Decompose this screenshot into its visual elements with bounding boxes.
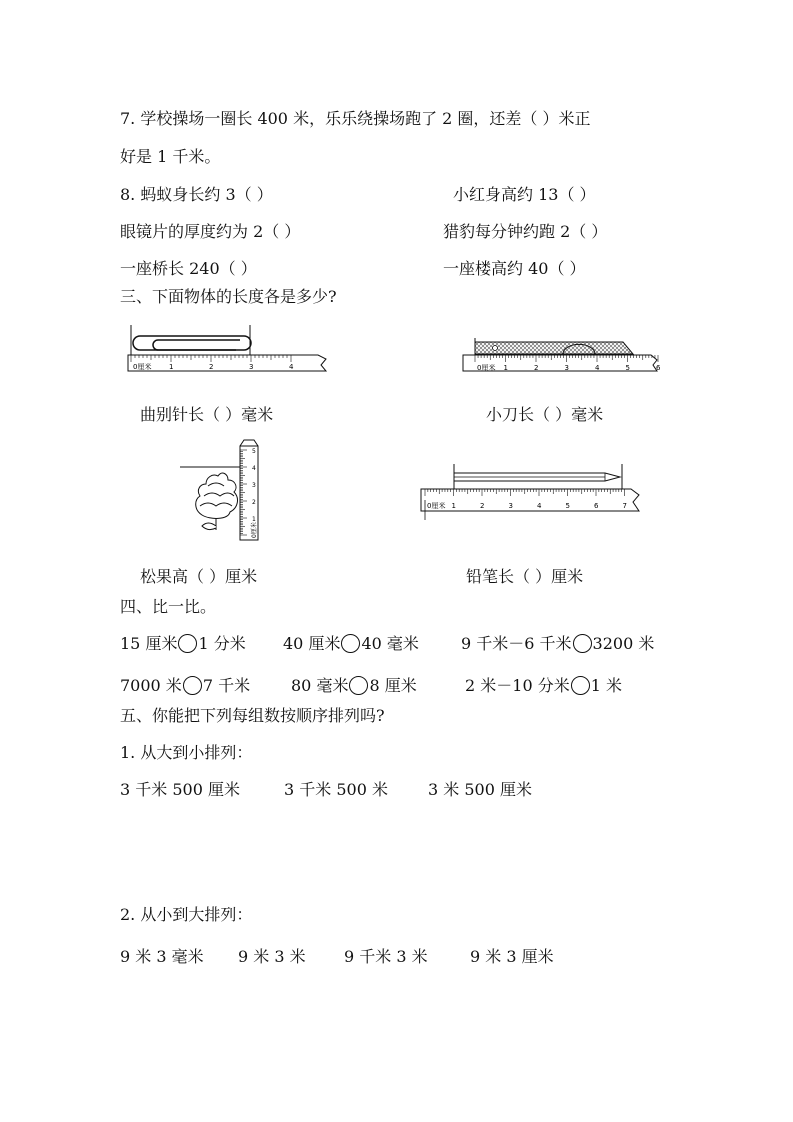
ruler2-tick-label: 6 <box>656 364 661 372</box>
ruler4-tick-label: 3 <box>508 502 513 510</box>
ruler3-tick-label: 2 <box>252 499 256 506</box>
compare-circle-6[interactable] <box>571 676 590 695</box>
ruler4-tick-label: 2 <box>480 502 485 510</box>
compare-circle-1[interactable] <box>178 634 197 653</box>
compare-row-2-item-1: 7000 米 7 千米 <box>120 676 251 695</box>
paperclip-caption: 曲别针长（ ）毫米 <box>140 405 274 424</box>
section-4-title: 四、比一比。 <box>120 597 217 616</box>
ruler4-tick-label: 5 <box>565 502 570 510</box>
ruler3-tick-label: 5 <box>252 448 256 455</box>
compare-circle-2[interactable] <box>341 634 360 653</box>
order-q2-item-3: 9 千米 3 米 <box>344 947 428 966</box>
question-8-xiaohong: 小红身高约 13（ ） <box>453 185 596 204</box>
compare-row-2-item-3: 2 米－10 分米 1 米 <box>465 676 622 695</box>
ruler1-tick-label: 4 <box>289 363 294 371</box>
section-3-title: 三、下面物体的长度各是多少? <box>120 287 337 306</box>
ruler3-tick-label: 4 <box>252 465 256 472</box>
paperclip-ruler-figure <box>128 325 338 383</box>
compare-row-2-item-2: 80 毫米 8 厘米 <box>291 676 417 695</box>
ruler1-tick-label: 1 <box>169 363 174 371</box>
ruler2-tick-label: 2 <box>534 364 539 372</box>
ruler2-tick-label: 1 <box>503 364 508 372</box>
order-q1-item-2: 3 千米 500 米 <box>284 780 388 799</box>
section-5-title: 五、你能把下列每组数按顺序排列吗? <box>120 706 385 725</box>
ruler2-tick-label: 5 <box>625 364 630 372</box>
knife-caption: 小刀长（ ）毫米 <box>486 405 604 424</box>
order-q2-item-4: 9 米 3 厘米 <box>470 947 554 966</box>
ruler2-tick-label: 3 <box>564 364 569 372</box>
question-8-glasses: 眼镜片的厚度约为 2（ ） <box>120 222 301 241</box>
ruler4-tick-label: 4 <box>537 502 542 510</box>
ruler4-tick-label: 7 <box>622 502 627 510</box>
ruler2-unit-label: 0厘米 <box>477 364 496 372</box>
compare-row-1-item-3: 9 千米－6 千米 3200 米 <box>461 634 655 653</box>
compare-circle-3[interactable] <box>573 634 592 653</box>
question-8-cheetah: 猎豹每分钟约跑 2（ ） <box>443 222 608 241</box>
ruler3-tick-label: 1 <box>252 516 256 523</box>
question-8-ant: 8. 蚂蚁身长约 3（ ） <box>120 185 273 204</box>
order-q2-item-1: 9 米 3 毫米 <box>120 947 204 966</box>
compare-row-1-item-2: 40 厘米 40 毫米 <box>283 634 419 653</box>
ruler4-tick-label: 6 <box>594 502 599 510</box>
compare-circle-5[interactable] <box>349 676 368 695</box>
ruler4-unit-label: 0厘米 <box>427 502 446 510</box>
order-q1-item-1: 3 千米 500 厘米 <box>120 780 240 799</box>
pencil-ruler-figure <box>421 464 651 526</box>
ruler3-tick-label: 3 <box>252 482 256 489</box>
compare-row-1-item-1: 15 厘米 1 分米 <box>120 634 246 653</box>
order-question-1-title: 1. 从大到小排列： <box>120 743 253 762</box>
question-8-building: 一座楼高约 40（ ） <box>443 259 586 278</box>
knife-ruler-figure <box>463 338 663 383</box>
ruler1-unit-label: 0厘米 <box>133 363 152 371</box>
question-8-bridge: 一座桥长 240（ ） <box>120 259 257 278</box>
compare-circle-4[interactable] <box>183 676 202 695</box>
pinecone-ruler-figure <box>180 440 280 548</box>
ruler2-tick-label: 4 <box>595 364 600 372</box>
order-q1-item-3: 3 米 500 厘米 <box>428 780 532 799</box>
pencil-caption: 铅笔长（ ）厘米 <box>466 567 584 586</box>
ruler1-tick-label: 3 <box>249 363 254 371</box>
pinecone-caption: 松果高（ ）厘米 <box>140 567 258 586</box>
order-q2-item-2: 9 米 3 米 <box>238 947 306 966</box>
ruler4-tick-label: 1 <box>451 502 456 510</box>
ruler3-unit-label: 0厘米 <box>251 522 258 538</box>
order-question-2-title: 2. 从小到大排列： <box>120 905 253 924</box>
ruler1-tick-label: 2 <box>209 363 214 371</box>
question-7-line1: 7. 学校操场一圈长 400 米，乐乐绕操场跑了 2 圈，还差（ ）米正 <box>120 109 591 128</box>
question-7-line2: 好是 1 千米。 <box>120 147 221 166</box>
